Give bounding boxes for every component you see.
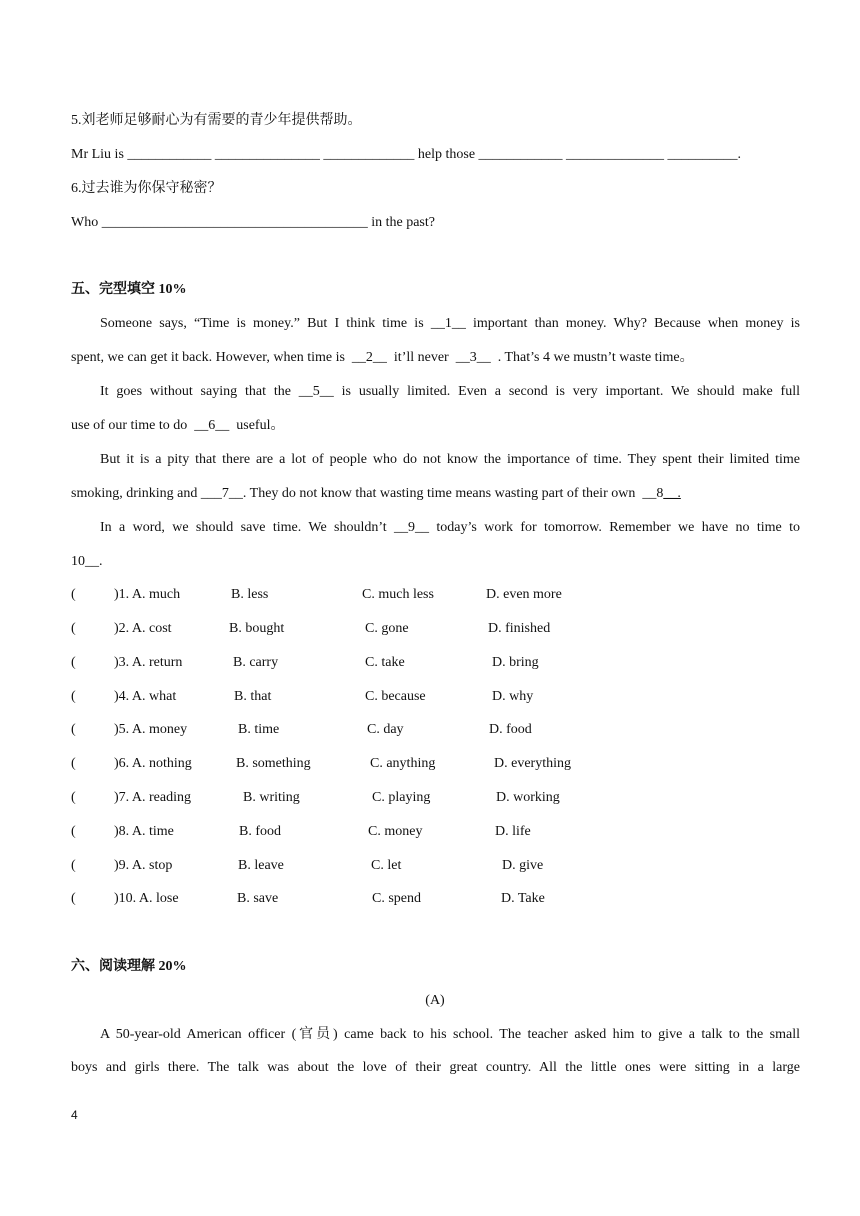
option-c: C. money: [368, 824, 423, 839]
q6-english: Who ______________________________________ in the past?: [71, 215, 435, 230]
option-a: )2. A. cost: [114, 621, 172, 636]
option-row: [0, 720, 860, 740]
q5-english: Mr Liu is ____________ _______________ _____________ help those ____________ ______________ __________.: [71, 147, 742, 162]
answer-paren[interactable]: (: [71, 689, 76, 704]
option-a: )7. A. reading: [114, 790, 191, 805]
answer-paren[interactable]: (: [71, 824, 76, 839]
option-d: D. Take: [501, 891, 545, 906]
page-number: 4: [71, 1108, 78, 1122]
reading-p1-line2: boys and girls there. The talk was about the love of their great country. All the little ones were sitting in a large: [71, 1060, 800, 1075]
cloze-p3-text-b: . They do not know that wasting time means wasting part of their own __8: [242, 486, 664, 501]
answer-paren[interactable]: (: [71, 756, 76, 771]
cloze-p3-line2: [71, 484, 681, 504]
cloze-p2-line2: use of our time to do __6__ useful。: [71, 418, 285, 433]
option-b: B. that: [234, 689, 272, 704]
option-c: C. spend: [372, 891, 421, 906]
option-row: [0, 585, 860, 605]
option-b: B. less: [231, 587, 269, 602]
q6-chinese: 6.过去谁为你保守秘密？: [71, 181, 222, 196]
cloze-p1-line1: Someone says, “Time is money.” But I think time is __1__ important than money. Why? Because when money is: [100, 316, 800, 331]
option-d: D. even more: [486, 587, 562, 602]
option-b: B. carry: [233, 655, 279, 670]
option-row: [0, 889, 860, 909]
reading-heading: 六、阅读理解 20%: [71, 959, 187, 974]
option-row: [0, 822, 860, 842]
option-b: B. save: [237, 891, 279, 906]
option-a: )4. A. what: [114, 689, 177, 704]
option-c: C. much less: [362, 587, 434, 602]
q5-chinese: 5.刘老师足够耐心为有需要的青少年提供帮助。: [71, 113, 362, 128]
answer-paren[interactable]: (: [71, 587, 76, 602]
option-b: B. bought: [229, 621, 285, 636]
cloze-p1-line2: spent, we can get it back. However, when time is __2__ it’ll never __3__ . That’s 4 we mustn’t waste time。: [71, 350, 694, 365]
cloze-blank-7: __7__: [207, 486, 243, 501]
option-a: )6. A. nothing: [114, 756, 192, 771]
option-a: )1. A. much: [114, 587, 181, 602]
option-c: C. gone: [365, 621, 409, 636]
option-a: )3. A. return: [114, 655, 183, 670]
cloze-heading: 五、完型填空 10%: [71, 282, 187, 297]
option-b: B. food: [239, 824, 281, 839]
cloze-p4-line1: In a word, we should save time. We shouldn’t __9__ today’s work for tomorrow. Remember we have no time to: [100, 520, 800, 535]
option-a: )9. A. stop: [114, 858, 173, 873]
option-d: D. finished: [488, 621, 551, 636]
answer-paren[interactable]: (: [71, 621, 76, 636]
option-a: )10. A. lose: [114, 891, 179, 906]
option-row: [0, 856, 860, 876]
cloze-p3-text-a: smoking, drinking and _: [71, 486, 208, 501]
option-b: B. leave: [238, 858, 284, 873]
option-c: C. anything: [370, 756, 436, 771]
option-row: [0, 754, 860, 774]
option-row: [0, 788, 860, 808]
option-d: D. bring: [492, 655, 539, 670]
option-a: )5. A. money: [114, 722, 188, 737]
answer-paren[interactable]: (: [71, 655, 76, 670]
option-b: B. writing: [243, 790, 300, 805]
cloze-p2-line1: It goes without saying that the __5__ is usually limited. Even a second is very important. We should make full: [100, 384, 800, 399]
reading-p1-line1: A 50-year-old American officer (官员) came back to his school. The teacher asked him to give a talk to the small: [100, 1027, 800, 1042]
option-a: )8. A. time: [114, 824, 174, 839]
option-row: [0, 619, 860, 639]
option-d: D. why: [492, 689, 534, 704]
cloze-p3-line1: But it is a pity that there are a lot of people who do not know the importance of time. They spent their limited time: [100, 452, 800, 467]
answer-paren[interactable]: (: [71, 722, 76, 737]
cloze-p4-line2: 10__.: [71, 554, 103, 569]
option-b: B. time: [238, 722, 280, 737]
option-d: D. give: [502, 858, 544, 873]
cloze-blank-8: __.: [663, 486, 681, 501]
answer-paren[interactable]: (: [71, 790, 76, 805]
option-b: B. something: [236, 756, 311, 771]
reading-subtitle: (A): [425, 993, 445, 1008]
option-c: C. because: [365, 689, 426, 704]
answer-paren[interactable]: (: [71, 858, 76, 873]
option-d: D. life: [495, 824, 531, 839]
option-d: D. food: [489, 722, 532, 737]
answer-paren[interactable]: (: [71, 891, 76, 906]
option-c: C. take: [365, 655, 405, 670]
option-row: [0, 653, 860, 673]
option-row: [0, 687, 860, 707]
option-c: C. playing: [372, 790, 431, 805]
option-d: D. everything: [494, 756, 571, 771]
option-c: C. day: [367, 722, 404, 737]
option-d: D. working: [496, 790, 560, 805]
option-c: C. let: [371, 858, 402, 873]
